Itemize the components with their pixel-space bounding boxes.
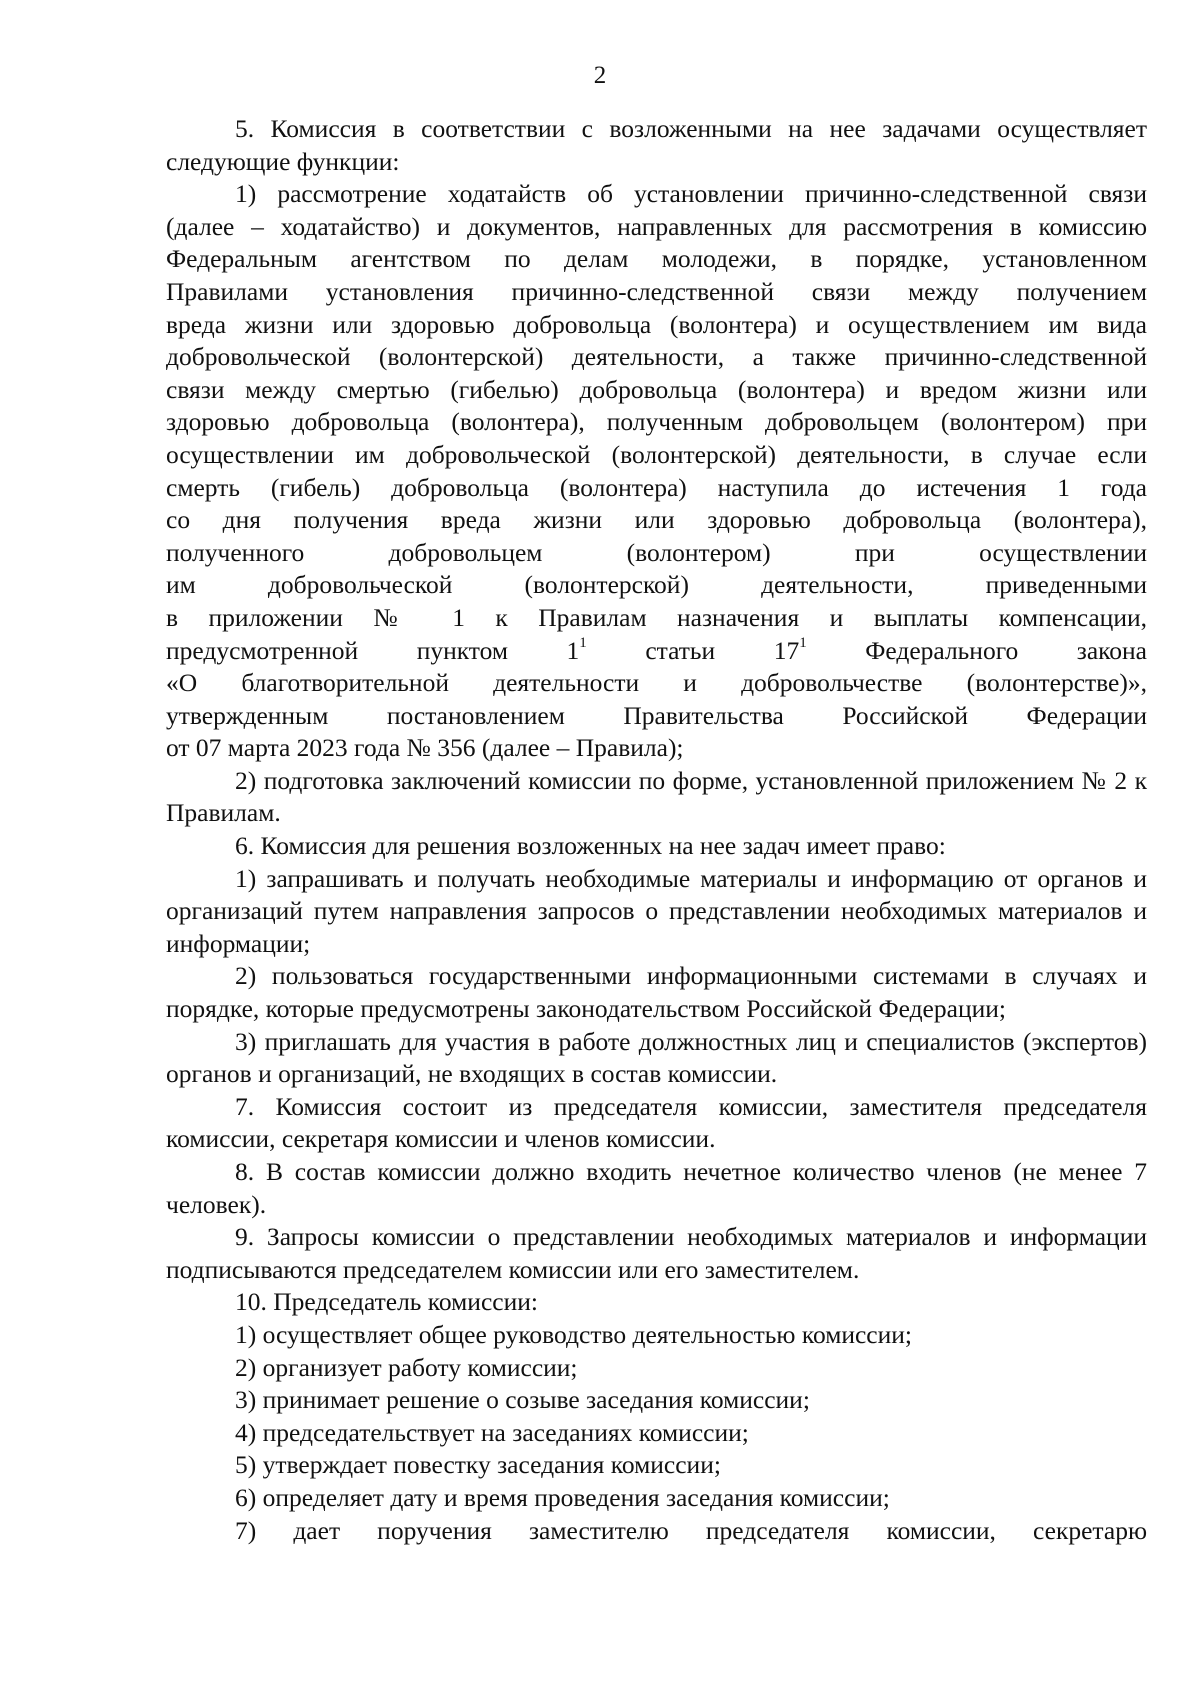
section-10-item: 3) принимает решение о созыве заседания комиссии;: [235, 1385, 810, 1415]
section-9: 9. Запросы комиссии о представлении необходимых материалов и информации подписываются председателем комиссии или его заместителем.: [166, 1222, 1147, 1284]
text-line: полученного добровольцем (волонтером) при осуществлении: [166, 537, 1147, 567]
section-6-item-1: 1) запрашивать и получать необходимые материалы и информацию от органов и организаций путем направления запросов о представлении необходимых материалов и информации;: [166, 863, 1147, 958]
superscript: 1: [799, 635, 807, 651]
section-8: 8. В состав комиссии должно входить нечетное количество членов (не менее 7 человек).: [166, 1157, 1147, 1219]
page-number: 2: [593, 62, 607, 89]
text-fragment: предусмотренной пунктом 1: [166, 635, 580, 665]
text-line: им добровольческой (волонтерской) деятельности, приведенными: [166, 570, 1147, 600]
text-line: смерть (гибель) добровольца (волонтера) наступила до истечения 1 года: [166, 472, 1147, 502]
section-10-intro: 10. Председатель комиссии:: [235, 1287, 538, 1317]
text-line: Правилами установления причинно-следственной связи между получением: [166, 276, 1147, 306]
section-7: 7. Комиссия состоит из председателя комиссии, заместителя председателя комиссии, секретаря комиссии и членов комиссии.: [166, 1091, 1147, 1154]
text-line: в приложении № 1 к Правилам назначения и выплаты компенсации,: [166, 602, 1147, 632]
text-line: со дня получения вреда жизни или здоровью добровольца (волонтера),: [166, 505, 1147, 535]
section-6-item-3: 3) приглашать для участия в работе должностных лиц и специалистов (экспертов) органов и организаций, не входящих в состав комиссии.: [166, 1026, 1147, 1089]
section-10-item: 6) определяет дату и время проведения заседания комиссии;: [235, 1482, 890, 1512]
text-line: осуществлении им добровольческой (волонтерской) деятельности, в случае если: [166, 439, 1147, 469]
text-fragment: Федерального закона: [806, 635, 1147, 665]
text-line: от 07 марта 2023 года № 356 (далее – Правила);: [166, 733, 684, 763]
text-line: связи между смертью (гибелью) добровольца (волонтера) и вредом жизни или: [166, 374, 1147, 404]
section-5-item-1: [166, 178, 1147, 765]
text-line: «О благотворительной деятельности и добровольчестве (волонтерстве)»,: [166, 668, 1147, 698]
text-line: (далее – ходатайство) и документов, направленных для рассмотрения в комиссию: [166, 211, 1147, 241]
text-line: вреда жизни или здоровью добровольца (волонтера) и осуществлением им вида: [166, 309, 1147, 339]
text-fragment: статьи 17: [586, 635, 800, 665]
section-10-item: 4) председательствует на заседаниях комиссии;: [235, 1417, 749, 1447]
superscript: 1: [579, 635, 587, 651]
text-line-with-superscripts: [166, 635, 1147, 668]
section-10-item: 1) осуществляет общее руководство деятельностью комиссии;: [235, 1319, 913, 1349]
section-5-intro: 5. Комиссия в соответствии с возложенными на нее задачами осуществляет следующие функции:: [166, 114, 1147, 176]
text-line: утвержденным постановлением Правительства Российской Федерации: [166, 700, 1147, 730]
section-6-item-2: 2) пользоваться государственными информационными системами в случаях и порядке, которые предусмотрены законодательством Российской Федерации;: [166, 961, 1147, 1024]
text-line: добровольческой (волонтерской) деятельности, а также причинно-следственной: [166, 342, 1147, 372]
text-line: Федеральным агентством по делам молодежи, в порядке, установленном: [166, 244, 1147, 274]
section-6-intro: 6. Комиссия для решения возложенных на нее задач имеет право:: [235, 831, 946, 861]
section-10-item: 5) утверждает повестку заседания комиссии;: [235, 1450, 721, 1480]
document-body: [166, 113, 1147, 1547]
section-10-item: 2) организует работу комиссии;: [235, 1352, 578, 1382]
text-line: здоровью добровольца (волонтера), полученным добровольцем (волонтером) при: [166, 407, 1147, 437]
text-line: 1) рассмотрение ходатайств об установлении причинно-следственной связи: [235, 179, 1147, 209]
section-5-item-2: 2) подготовка заключений комиссии по форме, установленной приложением № 2 к Правилам.: [166, 765, 1147, 828]
section-10-item-7-start: 7) дает поручения заместителю председателя комиссии, секретарю: [235, 1515, 1147, 1545]
